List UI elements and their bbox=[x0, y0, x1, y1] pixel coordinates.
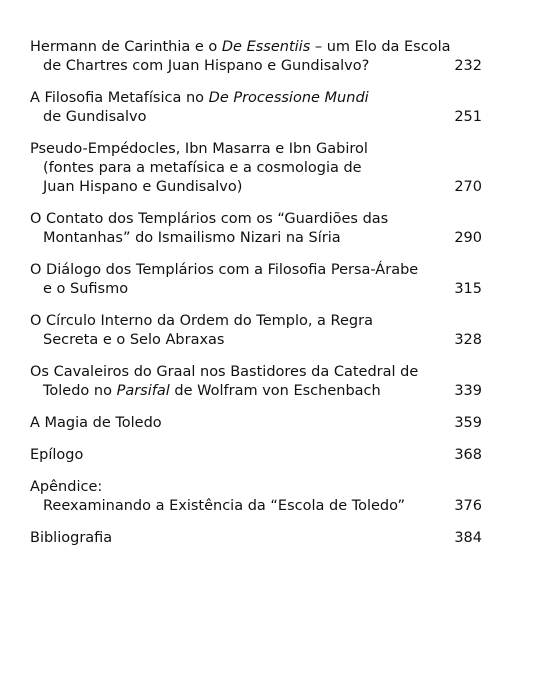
text-segment: de Chartres com Juan Hispano e Gundisalvo? bbox=[43, 58, 370, 74]
toc-entry-title bbox=[30, 446, 482, 465]
toc-entry-title bbox=[30, 312, 482, 350]
text-segment: A Filosofia Metafísica no bbox=[30, 90, 209, 106]
toc-entry bbox=[30, 312, 482, 350]
text-segment: O Contato dos Templários com os “Guardiões das bbox=[30, 211, 389, 227]
text-segment: de Wolfram von Eschenbach bbox=[169, 383, 381, 399]
toc-entry-line bbox=[30, 312, 440, 331]
toc-entry-line bbox=[30, 478, 440, 497]
text-segment: A Magia de Toledo bbox=[30, 415, 162, 431]
toc-entry bbox=[30, 210, 482, 248]
toc-entry-line bbox=[30, 497, 440, 516]
toc-entry-title bbox=[30, 261, 482, 299]
toc-page-number: 376 bbox=[454, 498, 482, 514]
toc-entry bbox=[30, 414, 482, 433]
toc-entry-line bbox=[30, 159, 440, 178]
toc-entry bbox=[30, 261, 482, 299]
text-segment: (fontes para a metafísica e a cosmologia de bbox=[43, 160, 362, 176]
text-segment: Epílogo bbox=[30, 447, 84, 463]
toc-entry-line bbox=[30, 280, 440, 299]
text-segment: Reexaminando a Existência da “Escola de Toledo” bbox=[43, 498, 406, 514]
toc-page-number: 359 bbox=[454, 415, 482, 431]
toc-entry-line bbox=[30, 140, 440, 159]
table-of-contents bbox=[30, 38, 482, 561]
toc-entry bbox=[30, 478, 482, 516]
toc-entry-line bbox=[30, 178, 440, 197]
toc-page-number: 328 bbox=[454, 332, 482, 348]
toc-page-number: 270 bbox=[454, 179, 482, 195]
text-segment: Montanhas” do Ismailismo Nizari na Síria bbox=[43, 230, 341, 246]
toc-entry bbox=[30, 140, 482, 197]
toc-entry-title bbox=[30, 89, 482, 127]
text-segment: Toledo no bbox=[43, 383, 117, 399]
toc-page-number: 384 bbox=[454, 530, 482, 546]
toc-entry-line bbox=[30, 89, 440, 108]
text-segment: de Gundisalvo bbox=[43, 109, 147, 125]
toc-page-number: 251 bbox=[454, 109, 482, 125]
toc-entry-line bbox=[30, 57, 440, 76]
text-segment: Hermann de Carinthia e o bbox=[30, 39, 222, 55]
toc-entry-title bbox=[30, 529, 482, 548]
toc-entry-line bbox=[30, 382, 440, 401]
text-segment: Juan Hispano e Gundisalvo) bbox=[43, 179, 243, 195]
text-segment: Os Cavaleiros do Graal nos Bastidores da Catedral de bbox=[30, 364, 419, 380]
toc-entry-title bbox=[30, 414, 482, 433]
italic-title-segment: Parsifal bbox=[116, 383, 170, 399]
toc-page-number: 339 bbox=[454, 383, 482, 399]
text-segment: e o Sufismo bbox=[43, 281, 129, 297]
text-segment: – um Elo da Escola bbox=[310, 39, 451, 55]
italic-title-segment: De Processione Mundi bbox=[208, 90, 369, 106]
text-segment: Apêndice: bbox=[30, 479, 103, 495]
toc-entry-line bbox=[30, 108, 440, 127]
toc-entry bbox=[30, 363, 482, 401]
text-segment: O Círculo Interno da Ordem do Templo, a Regra bbox=[30, 313, 373, 329]
toc-entry-title bbox=[30, 38, 482, 76]
toc-entry-line bbox=[30, 210, 440, 229]
toc-page-number: 232 bbox=[454, 58, 482, 74]
toc-entry-title bbox=[30, 210, 482, 248]
toc-entry-title bbox=[30, 478, 482, 516]
toc-entry-title bbox=[30, 140, 482, 197]
toc-page-number: 368 bbox=[454, 447, 482, 463]
italic-title-segment: De Essentiis bbox=[221, 39, 311, 55]
text-segment: Bibliografia bbox=[30, 530, 113, 546]
text-segment: Pseudo-Empédocles, Ibn Masarra e Ibn Gabirol bbox=[30, 141, 368, 157]
toc-entry-line bbox=[30, 529, 440, 548]
toc-entry-line bbox=[30, 331, 440, 350]
toc-entry-title bbox=[30, 363, 482, 401]
text-segment: O Diálogo dos Templários com a Filosofia Persa-Árabe bbox=[30, 262, 419, 278]
toc-entry-line bbox=[30, 261, 440, 280]
toc-entry bbox=[30, 89, 482, 127]
toc-entry-line bbox=[30, 446, 440, 465]
toc-page-number: 315 bbox=[454, 281, 482, 297]
toc-entry bbox=[30, 529, 482, 548]
toc-page-number: 290 bbox=[454, 230, 482, 246]
toc-entry-line bbox=[30, 38, 451, 57]
toc-entry bbox=[30, 38, 482, 76]
toc-entry-line bbox=[30, 414, 440, 433]
toc-entry-line bbox=[30, 229, 440, 248]
toc-entry bbox=[30, 446, 482, 465]
text-segment: Secreta e o Selo Abraxas bbox=[43, 332, 225, 348]
toc-entry-line bbox=[30, 363, 440, 382]
